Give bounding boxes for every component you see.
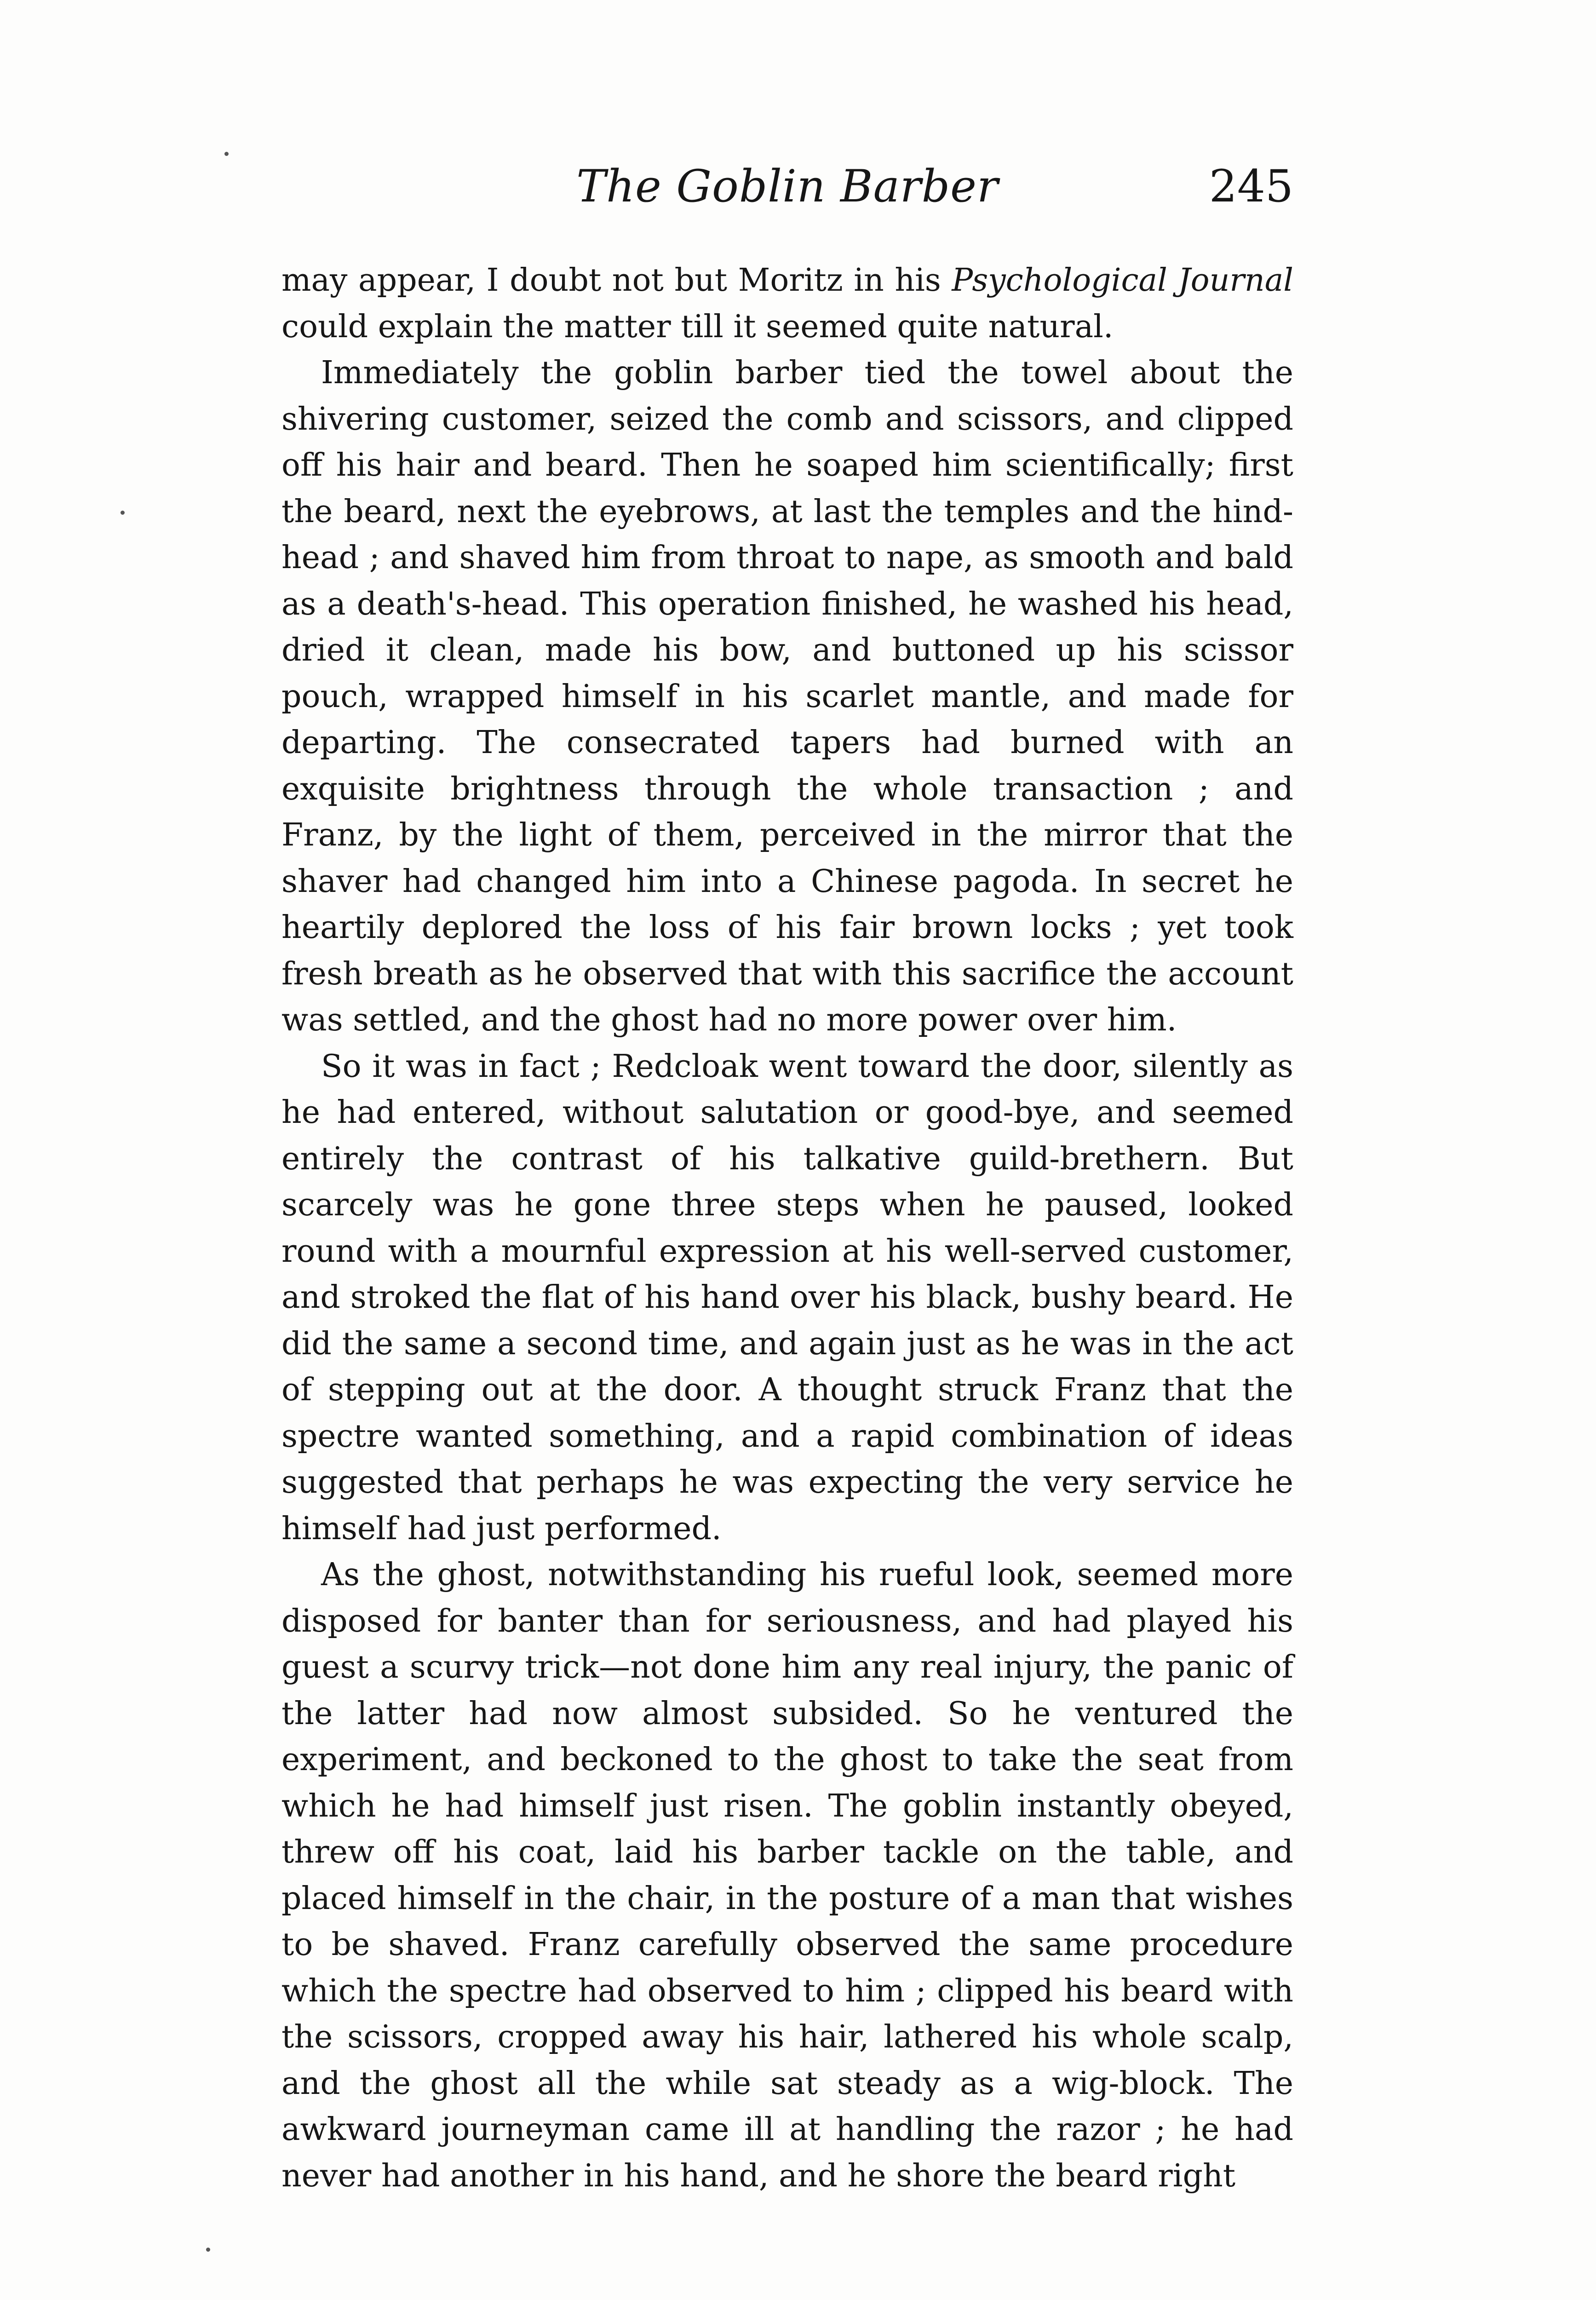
paper-speck xyxy=(206,2248,210,2252)
paragraph-continued xyxy=(281,258,1293,350)
paragraph: Immediately the goblin barber tied the towel about the shivering customer, seized the comb and scissors, and clipped off his hair and beard. Then he soaped him scientifically; first the beard, next the eyebrows, at last the temples and the hind-head ; and shaved him from throat to nape, as smooth and bald as a death's-head. This operation finished, he washed his head, dried it clean, made his bow, and buttoned up his scissor pouch, wrapped himself in his scarlet mantle, and made for departing. The consecrated tapers had burned with an exquisite brightness through the whole transaction ; and Franz, by the light of them, perceived in the mirror that the shaver had changed him into a Chinese pagoda. In secret he heartily deplored the loss of his fair brown locks ; yet took fresh breath as he observed that with this sacrifice the account was settled, and the ghost had no more power over him. xyxy=(281,355,1293,1038)
paper-speck xyxy=(121,511,125,515)
journal-title: Psychological Journal xyxy=(952,262,1293,299)
page-number: 245 xyxy=(1209,161,1293,212)
running-head xyxy=(281,156,1293,216)
running-title: The Goblin Barber xyxy=(576,161,999,212)
paragraph: So it was in fact ; Redcloak went toward the door, silently as he had entered, without salutation or good-bye, and seemed entirely the contrast of his talkative guild-brethern. But scarcely was he gone three steps when he paused, looked round with a mournful expression at his well-served customer, and stroked the flat of his hand over his black, bushy beard. He did the same a second time, and again just as he was in the act of stepping out at the door. A thought struck Franz that the spectre wanted something, and a rapid combination of ideas suggested that perhaps he was expecting the very service he himself had just performed. xyxy=(281,1048,1293,1547)
body-text xyxy=(281,258,1293,2199)
paper-speck xyxy=(224,152,229,156)
paragraph-text: may appear, I doubt not but Moritz in his xyxy=(281,262,952,299)
paragraph: As the ghost, notwithstanding his rueful look, seemed more disposed for banter than for seriousness, and had played his guest a scurvy trick—not done him any real injury, the panic of the latter had now almost subsided. So he ventured the experiment, and beckoned to the ghost to take the seat from which he had himself just risen. The goblin instantly obeyed, threw off his coat, laid his barber tackle on the table, and placed himself in the chair, in the posture of a man that wishes to be shaved. Franz carefully observed the same procedure which the spectre had observed to him ; clipped his beard with the scissors, cropped away his hair, lathered his whole scalp, and the ghost all the while sat steady as a wig-block. The awkward journeyman came ill at handling the razor ; he had never had another in his hand, and he shore the beard right xyxy=(281,1557,1293,2194)
paragraph-text: could explain the matter till it seemed quite natural. xyxy=(281,308,1114,345)
